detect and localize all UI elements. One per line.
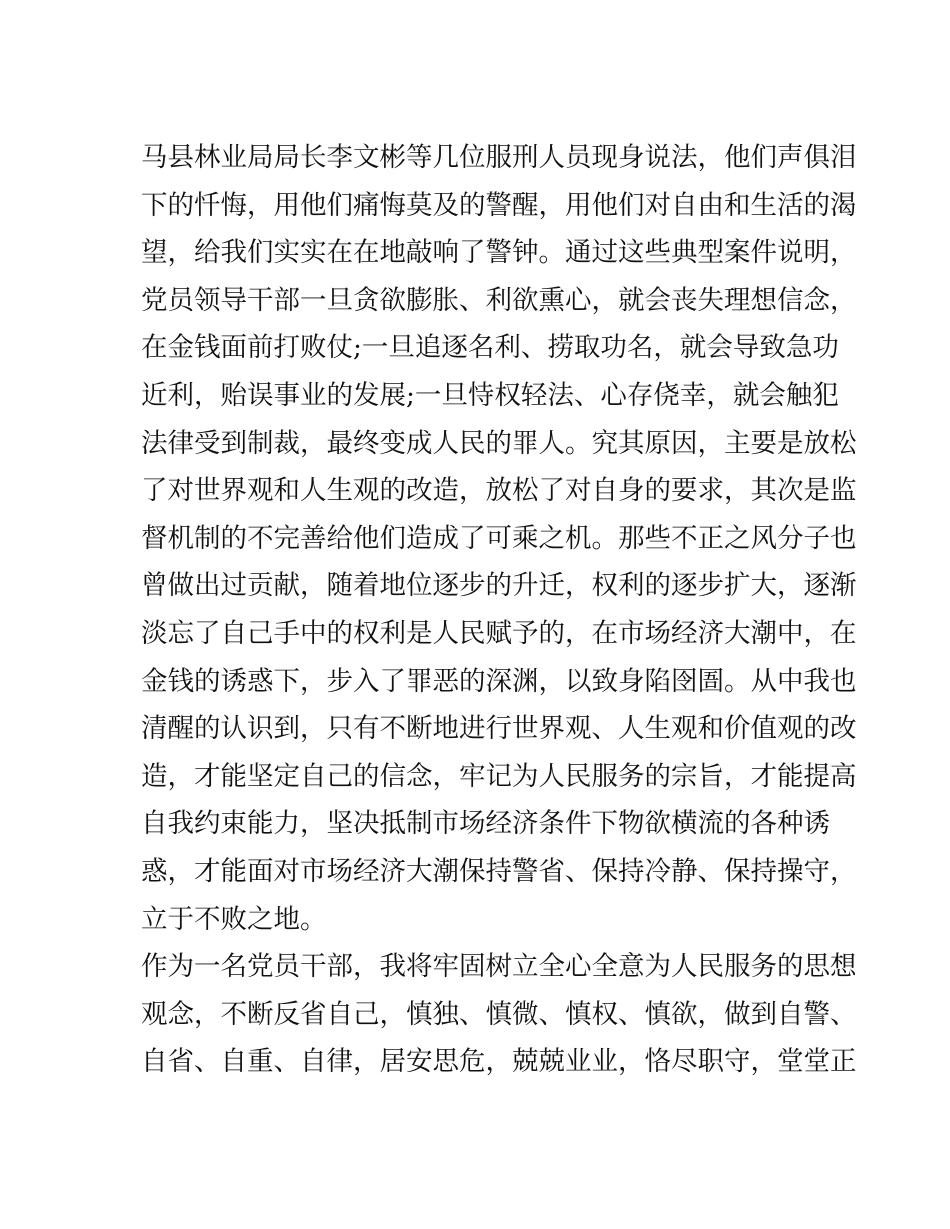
body-text bbox=[141, 134, 857, 1086]
text-line: 造，才能坚定自己的信念，牢记为人民服务的宗旨，才能提高 bbox=[141, 760, 857, 792]
text-line: 督机制的不完善给他们造成了可乘之机。那些不正之风分子也 bbox=[141, 522, 857, 554]
text-line: 曾做出过贡献，随着地位逐步的升迁，权利的逐步扩大，逐渐 bbox=[141, 570, 857, 602]
text-line: 自省、自重、自律，居安思危，兢兢业业，恪尽职守，堂堂正 bbox=[141, 1046, 857, 1078]
text-line: 自我约束能力，坚决抵制市场经济条件下物欲横流的各种诱 bbox=[141, 808, 830, 840]
text-line: 观念，不断反省自己，慎独、慎微、慎权、慎欲，做到自警、 bbox=[141, 998, 857, 1030]
text-line: 惑，才能面对市场经济大潮保持警省、保持冷静、保持操守， bbox=[141, 855, 857, 887]
text-line: 金钱的诱惑下，步入了罪恶的深渊，以致身陷囹圄。从中我也 bbox=[141, 665, 857, 697]
text-line: 在金钱面前打败仗;一旦追逐名利、捞取功名，就会导致急功 bbox=[141, 332, 839, 364]
text-line: 近利，贻误事业的发展;一旦恃权轻法、心存侥幸，就会触犯 bbox=[141, 379, 839, 411]
text-line: 淡忘了自己手中的权利是人民赋予的，在市场经济大潮中，在 bbox=[141, 617, 857, 649]
text-line: 立于不败之地。 bbox=[141, 903, 327, 935]
text-line: 清醒的认识到，只有不断地进行世界观、人生观和价值观的改 bbox=[141, 713, 857, 745]
text-line: 作为一名党员干部，我将牢固树立全心全意为人民服务的思想 bbox=[141, 951, 857, 983]
text-line: 马县林业局局长李文彬等几位服刑人员现身说法，他们声俱泪 bbox=[141, 142, 857, 173]
text-line: 法律受到制裁，最终变成人民的罪人。究其原因，主要是放松 bbox=[141, 427, 857, 459]
text-line: 望，给我们实实在在地敲响了警钟。通过这些典型案件说明， bbox=[141, 237, 857, 269]
text-line: 下的忏悔，用他们痛悔莫及的警醒，用他们对自由和生活的渴 bbox=[141, 189, 857, 221]
text-line: 了对世界观和人生观的改造，放松了对自身的要求，其次是监 bbox=[141, 475, 857, 507]
text-line: 党员领导干部一旦贪欲膨胀、利欲熏心，就会丧失理想信念， bbox=[141, 284, 857, 316]
